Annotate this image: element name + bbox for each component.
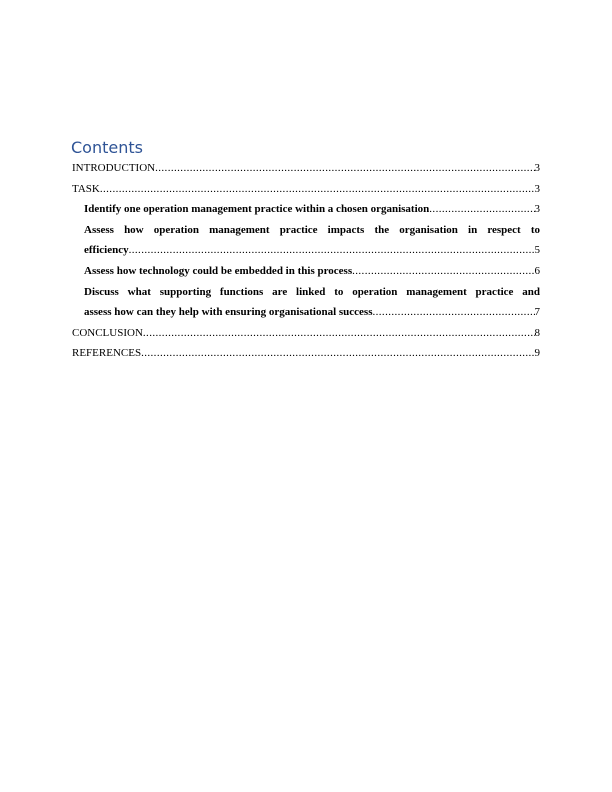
toc-entry-label: Assess how technology could be embedded in this process	[84, 264, 353, 277]
toc-page-number: 5	[534, 244, 540, 257]
dot-leader	[141, 343, 534, 364]
toc-entry-identify-practice[interactable]	[72, 199, 540, 220]
toc-page-number: 9	[534, 347, 540, 360]
dot-leader	[352, 261, 534, 282]
toc-entry-label: Identify one operation management practice within a chosen organisation	[84, 203, 430, 216]
dot-leader	[100, 179, 535, 200]
toc-entry-label: TASK	[72, 182, 100, 195]
dot-leader	[372, 302, 534, 323]
toc-entry-label-line1: Assess how operation management practice impacts the organisation in respect to	[84, 223, 540, 236]
toc-page-number: 3	[534, 162, 540, 174]
toc-entry-assess-efficiency[interactable]	[72, 220, 540, 261]
toc-entry-task[interactable]	[72, 179, 540, 200]
toc-entry-conclusion[interactable]	[72, 323, 540, 344]
toc-entry-references[interactable]	[72, 343, 540, 364]
table-of-contents	[72, 158, 540, 364]
dot-leader	[429, 199, 534, 220]
toc-entry-label: INTRODUCTION	[72, 162, 156, 174]
toc-entry-supporting-functions[interactable]	[72, 282, 540, 323]
toc-page-number: 3	[534, 182, 540, 195]
dot-leader	[143, 323, 535, 344]
toc-page-number: 8	[534, 326, 540, 339]
toc-entry-introduction[interactable]	[72, 158, 540, 179]
toc-entry-label: CONCLUSION	[72, 326, 143, 339]
toc-heading: Contents	[71, 138, 143, 157]
toc-page-number: 6	[534, 264, 540, 277]
toc-page-number: 7	[534, 306, 540, 319]
toc-entry-label: REFERENCES	[72, 347, 142, 360]
dot-leader	[155, 158, 534, 179]
toc-entry-label-line2: assess how can they help with ensuring organisational success	[84, 306, 373, 319]
toc-page-number: 3	[534, 203, 540, 216]
toc-entry-label-line1: Discuss what supporting functions are linked to operation management practice and	[84, 285, 540, 298]
toc-entry-assess-technology[interactable]	[72, 261, 540, 282]
dot-leader	[129, 240, 535, 261]
toc-entry-label-line2: efficiency	[84, 244, 129, 257]
